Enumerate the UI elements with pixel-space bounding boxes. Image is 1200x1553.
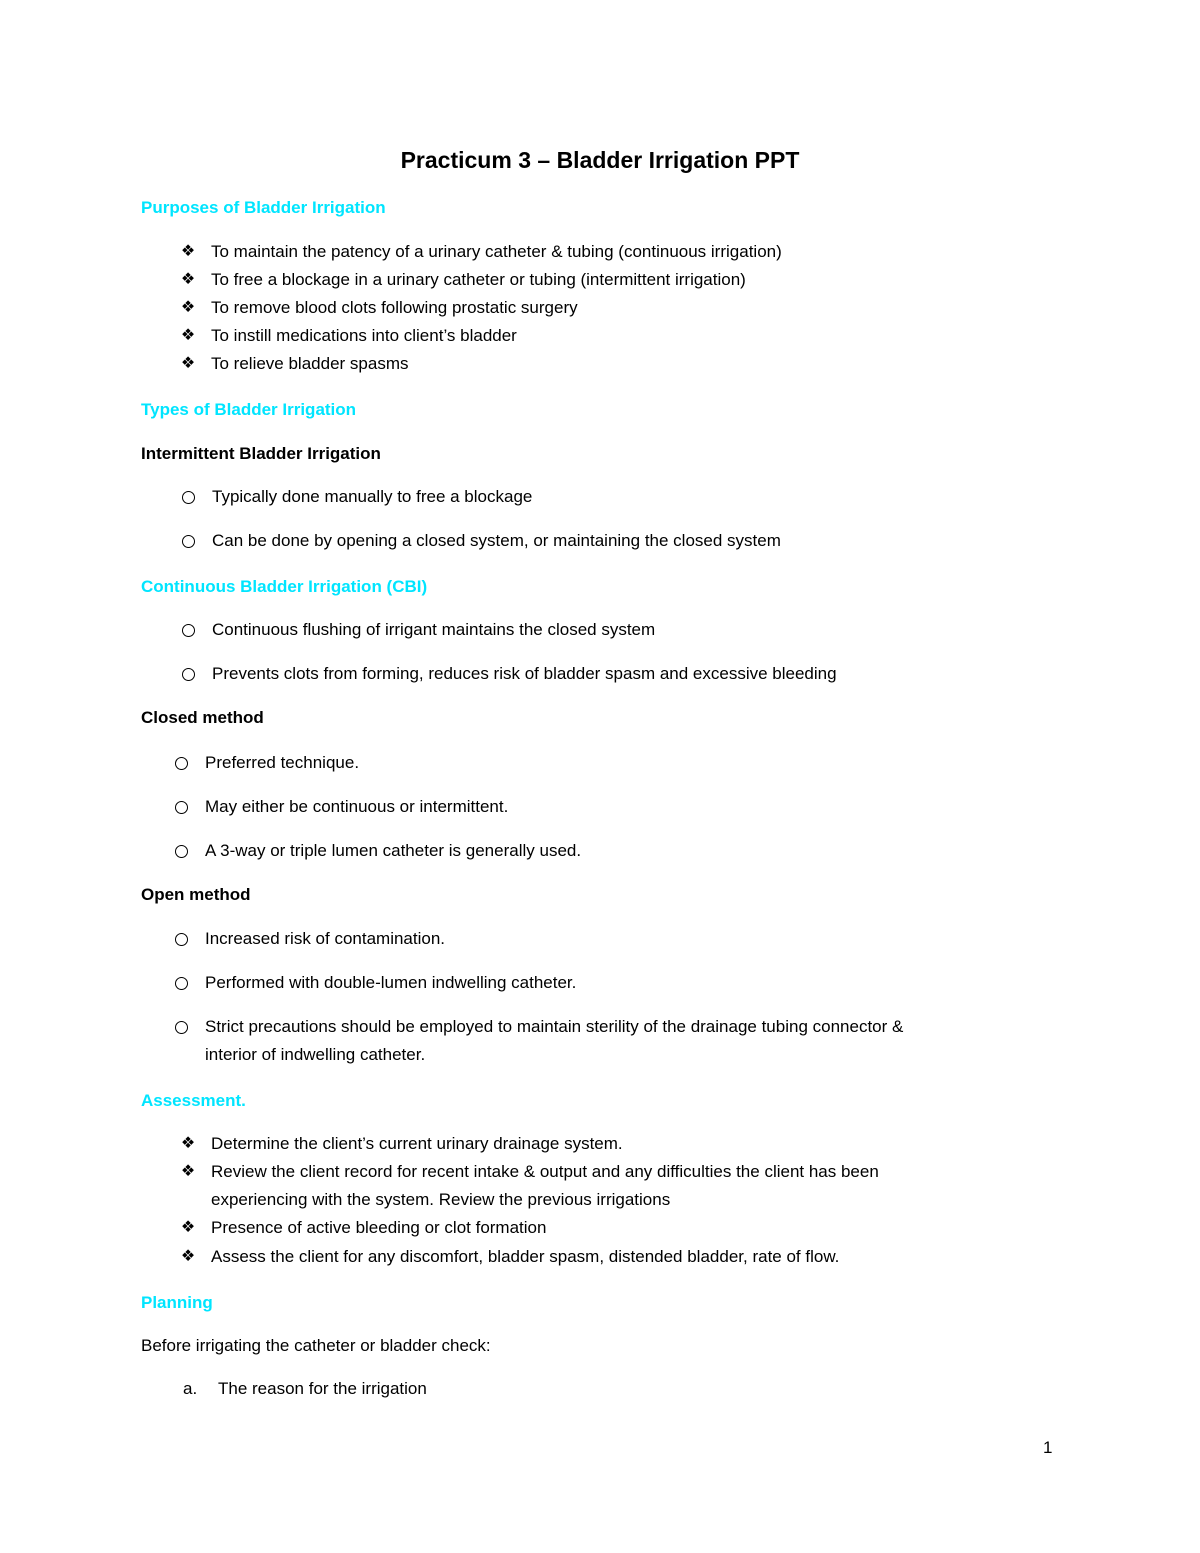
list-item: ❖ To remove blood clots following prostatic surgery [176,294,1076,322]
circle-bullet-icon [175,757,188,770]
circle-bullet-icon [182,491,195,504]
section-heading-types: Types of Bladder Irrigation [141,400,357,419]
four-diamond-star-icon: ❖ [180,271,196,288]
four-diamond-star-icon: ❖ [180,243,196,260]
planning-intro: Before irrigating the catheter or bladder check: [141,1336,491,1355]
list-item: ❖ To instill medications into client’s bladder [176,322,1076,350]
four-diamond-star-icon: ❖ [180,1219,196,1236]
page-title: Practicum 3 – Bladder Irrigation PPT [400,147,800,173]
circle-bullet-icon [182,535,195,548]
list-item: Preferred technique. [169,749,1069,777]
subheading-continuous: Continuous Bladder Irrigation (CBI) [141,577,428,596]
list-item: A 3-way or triple lumen catheter is generally used. [169,837,1069,865]
list-item: Continuous flushing of irrigant maintains the closed system [176,616,1076,644]
list-item: ❖ To maintain the patency of a urinary catheter & tubing (continuous irrigation) [176,238,1076,266]
section-heading-planning: Planning [141,1293,213,1312]
list-item: May either be continuous or intermittent. [169,793,1069,821]
four-diamond-star-icon: ❖ [180,1135,196,1152]
list-item: ❖ Review the client record for recent intake & output and any difficulties the client has been experiencing with the system. Review the previous irrigations [176,1158,1076,1214]
subheading-intermittent: Intermittent Bladder Irrigation [141,444,381,463]
circle-bullet-icon [182,668,195,681]
page-number: 1 [1043,1438,1053,1457]
circle-bullet-icon [175,1021,188,1034]
list-item: ❖ Assess the client for any discomfort, bladder spasm, distended bladder, rate of flow. [176,1243,1076,1271]
list-item: ❖ Presence of active bleeding or clot formation [176,1214,1076,1242]
circle-bullet-icon [175,845,188,858]
list-item: Increased risk of contamination. [169,925,1069,953]
list-marker: a. [183,1379,198,1398]
subheading-closed-method: Closed method [141,708,264,727]
list-item: Prevents clots from forming, reduces risk of bladder spasm and excessive bleeding [176,660,1076,688]
four-diamond-star-icon: ❖ [180,327,196,344]
four-diamond-star-icon: ❖ [180,1248,196,1265]
circle-bullet-icon [182,624,195,637]
list-item: Performed with double-lumen indwelling catheter. [169,969,1069,997]
four-diamond-star-icon: ❖ [180,299,196,316]
section-heading-purposes: Purposes of Bladder Irrigation [141,198,386,217]
circle-bullet-icon [175,801,188,814]
section-heading-assessment: Assessment. [141,1091,246,1110]
subheading-open-method: Open method [141,885,251,904]
list-item: ❖ To free a blockage in a urinary catheter or tubing (intermittent irrigation) [176,266,1076,294]
circle-bullet-icon [175,933,188,946]
list-item: Typically done manually to free a blockage [176,483,1076,511]
list-item: ❖ To relieve bladder spasms [176,350,1076,378]
list-item: Can be done by opening a closed system, or maintaining the closed system [176,527,1076,555]
list-item: a. The reason for the irrigation [183,1375,1083,1403]
list-item: Strict precautions should be employed to maintain sterility of the drainage tubing connector & interior of indwelling catheter. [169,1013,1069,1069]
list-item: ❖ Determine the client’s current urinary drainage system. [176,1130,1076,1158]
four-diamond-star-icon: ❖ [180,355,196,372]
circle-bullet-icon [175,977,188,990]
four-diamond-star-icon: ❖ [180,1163,196,1180]
